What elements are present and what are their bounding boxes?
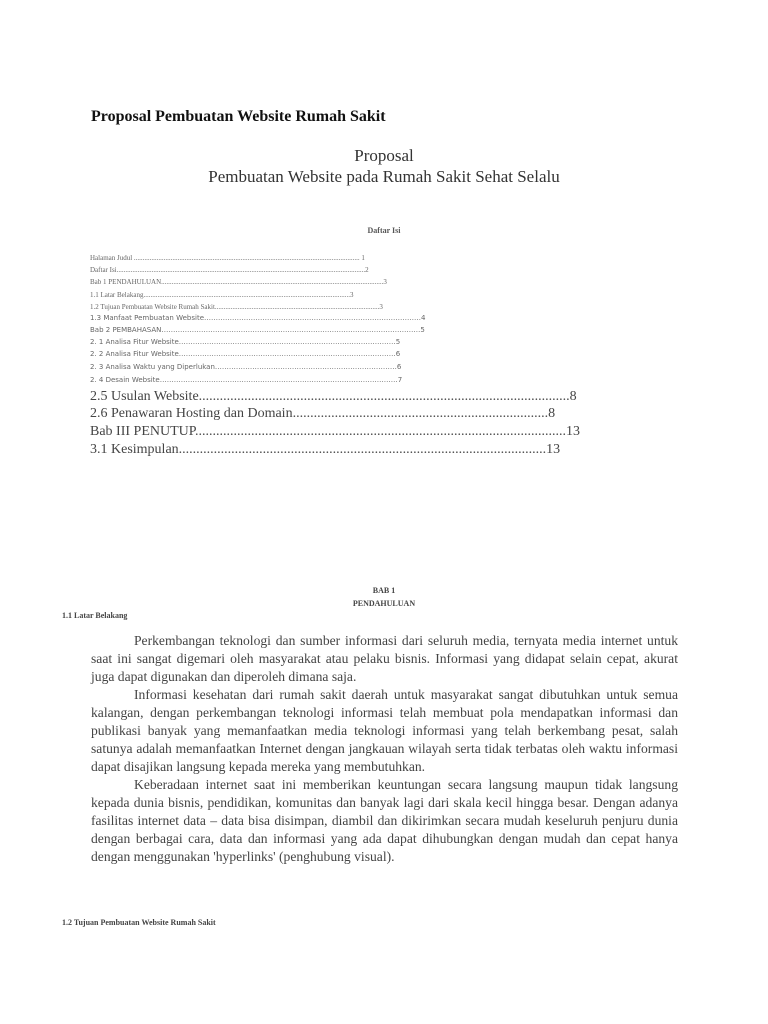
section-heading: 1.2 Tujuan Pembuatan Website Rumah Sakit [62, 918, 216, 927]
toc-entry: Halaman Judul ................................................................................................................................. 1 [90, 254, 365, 262]
toc-entry: 1.2 Tujuan Pembuatan Website Rumah Sakit..............................................................................................3 [90, 303, 383, 311]
chapter-title: PENDAHULUAN [352, 599, 416, 608]
toc-entry: 2. 3 Analisa Waktu yang Diperlukan……………………………………………………………………6 [90, 363, 402, 371]
section-heading: 1.1 Latar Belakang [62, 611, 128, 620]
toc-entry: Bab III PENUTUP..........................................................................................................13 [90, 424, 580, 439]
paragraph: Perkembangan teknologi dan sumber informasi dari seluruh media, ternyata media internet untuk saat ini sangat digemari oleh masyarakat atau pelaku bisnis. Informasi yang didapat selain cepat, akurat juga dapat digunakan dan diperoleh dimana saja. [91, 633, 678, 684]
chapter-label: BAB 1 [372, 586, 396, 595]
toc-entry: 3.1 Kesimpulan.........................................................................................................13 [90, 442, 561, 457]
toc-entry: 2. 1 Analisa Fitur Website…………………………………………………………………………………5 [90, 338, 401, 346]
toc-entry: Bab 1 PENDAHULUAN...............................................................................................................................3 [90, 278, 387, 286]
proposal-subtitle: Pembuatan Website pada Rumah Sakit Sehat Selalu [208, 167, 560, 186]
document-heading: Proposal Pembuatan Website Rumah Sakit [91, 108, 386, 125]
toc-entry: 2.6 Penawaran Hosting dan Domain.........................................................................8 [90, 406, 556, 421]
proposal-title: Proposal [354, 146, 414, 165]
toc-entry: 2. 4 Desain Website…………………………………………………………………………………………7 [90, 376, 403, 384]
paragraph: Keberadaan internet saat ini memberikan keuntungan secara langsung maupun tidak langsung kepada dunia bisnis, pendidikan, komunitas dan banyak lagi dari skala kecil hingga besar. Dengan adanya fasilitas internet data – data bisa disimpan, diambil dan dikirimkan secara mudah keseluruh penjuru dunia dengan berbagai cara, data dan informasi yang ada dapat dihubungkan dengan mudah dan cepat hanya dengan menggunakan 'hyperlinks' (penghubung visual). [91, 777, 678, 864]
toc-entry: 1.1 Latar Belakang......................................................................................................................3 [90, 291, 354, 299]
toc-entry: 1.3 Manfaat Pembuatan Website…………………………………………………………………………………4 [90, 314, 426, 322]
toc-entry: 2.5 Usulan Website..........................................................................................................8 [90, 389, 577, 404]
toc-entry: Bab 2 PEMBAHASAN…………………………………………………………………………………………………5 [90, 326, 425, 334]
body-text [91, 632, 678, 866]
toc-entry: Daftar Isi..............................................................................................................................................2 [90, 266, 369, 274]
toc-entry: 2. 2 Analisa Fitur Website…………………………………………………………………………………6 [90, 350, 401, 358]
toc-title: Daftar Isi [367, 226, 401, 235]
paragraph: Informasi kesehatan dari rumah sakit daerah untuk masyarakat sangat dibutuhkan untuk semua kalangan, dengan perkembangan teknologi informasi telah membuat pola mendapatkan informasi dan publikasi banyak yang memanfaatkan media teknologi informasi yang telah berkembang pesat, salah satunya adalah memanfaatkan Internet dengan jangkauan wilayah serta tidak terbatas oleh waktu informasi dapat disajikan langsung kepada mereka yang membutuhkan. [91, 687, 678, 774]
